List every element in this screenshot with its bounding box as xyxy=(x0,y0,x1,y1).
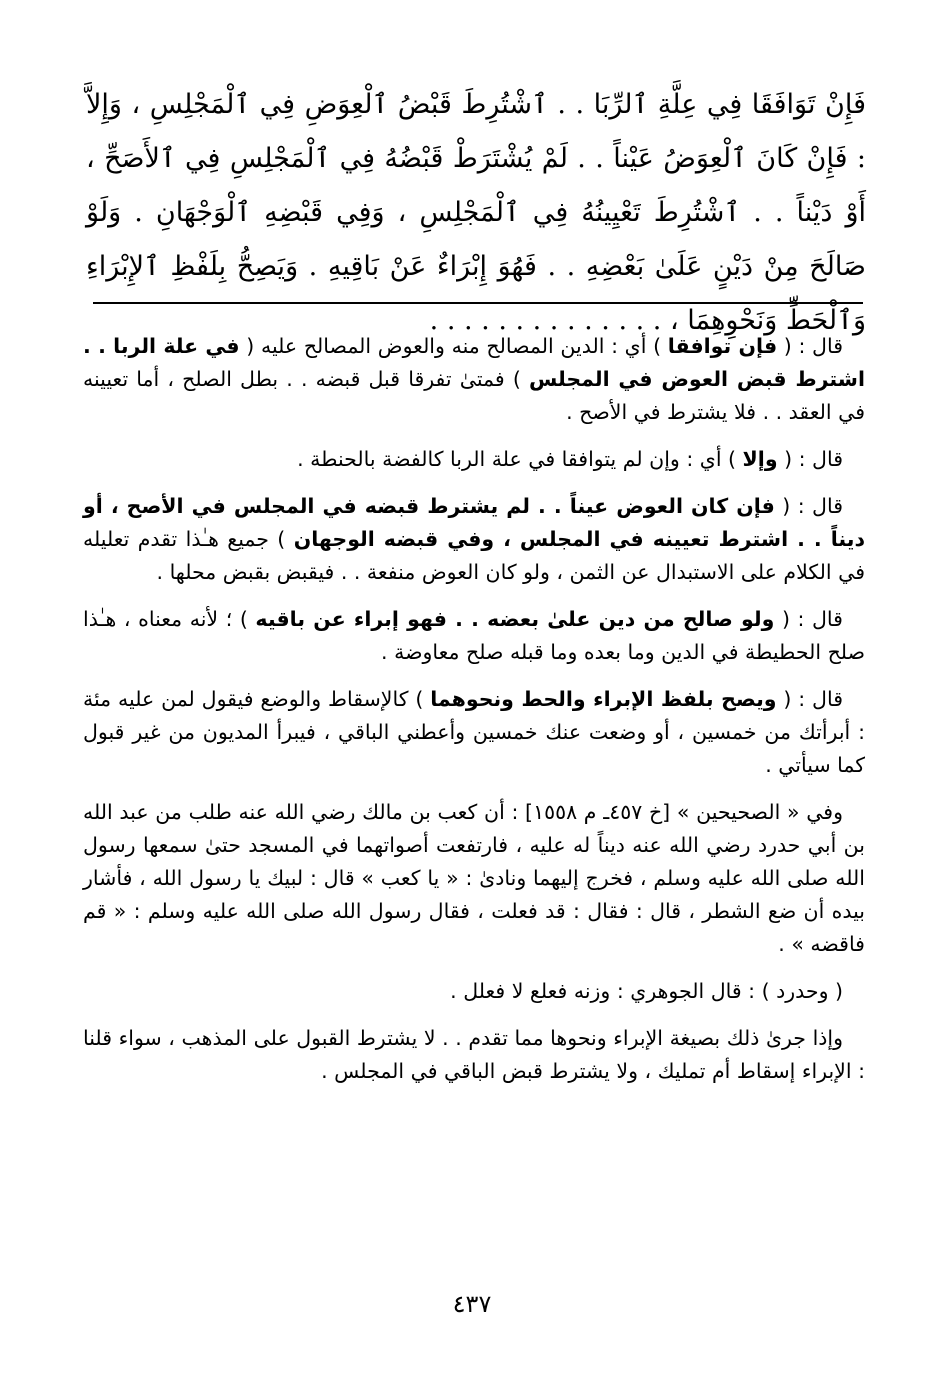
quoted-matn: فإن توافقا xyxy=(667,334,778,358)
page-number: ٤٣٧ xyxy=(452,1290,492,1318)
plain-text: ( وحدرد ) : قال الجوهري : وزنه فعلع لا فعلل . xyxy=(450,979,843,1003)
plain-text: قال : ( xyxy=(777,447,843,471)
commentary-paragraph xyxy=(83,1022,865,1088)
divider-line xyxy=(93,302,863,304)
plain-text: ) أي : وإن لم يتوافقا في علة الربا كالفضة بالحنطة . xyxy=(297,447,743,471)
plain-text: قال : ( xyxy=(774,494,843,518)
hadith-paragraph xyxy=(83,796,865,961)
definition-paragraph xyxy=(83,975,865,1008)
commentary-paragraph xyxy=(83,603,865,669)
plain-text: ) أي : الدين المصالح منه والعوض المصالح عليه ( xyxy=(239,334,668,358)
plain-text: وفي « الصحيحين » [خ ٤٥٧ـ م ١٥٥٨] : أن كعب بن مالك رضي الله عنه طلب من عبد الله بن أبي حدرد رضي الله عنه ديناً له عليه ، فارتفعت أصواتهما في المسجد حتىٰ سمعها رسول الله صلى الله عليه وسلم ، فخرج إليهما ونادىٰ : « يا كعب » قال : لبيك يا رسول الله ، فأشار بيده أن ضع الشطر ، قال : فقال : قد فعلت ، فقال رسول الله صلى الله عليه وسلم : « قم فاقضه » . xyxy=(83,800,865,956)
plain-text: ) كالإسقاط والوضع فيقول لمن عليه مئة : أبرأتك من خمسين ، أو وضعت عنك خمسين وأعطني الباقي ، فيبرأ المديون من غير قبول كما سيأتي . xyxy=(83,687,865,777)
matn-text: فَإِنْ تَوَافَقَا فِي عِلَّةِ ٱلرِّبَا . . ٱشْتُرِطَ قَبْضُ ٱلْعِوَضِ فِي ٱلْمَجْلِسِ ، وَإِلاَّ : فَإِنْ كَانَ ٱلْعِوَضُ عَيْناً . . لَمْ يُشْتَرَطْ قَبْضُهُ فِي ٱلْمَجْلِسِ فِي ٱلأَصَحِّ ، أَوْ دَيْناً . . ٱشْتُرِطَ تَعْيِينُهُ فِي ٱلْمَجْلِسِ ، وَفِي قَبْضِهِ ٱلْوَجْهَانِ . وَلَوْ صَالَحَ مِنْ دَيْنٍ عَلَىٰ بَعْضِهِ . . فَهُوَ إِبْرَاءٌ عَنْ بَاقِيهِ . وَيَصِحُّ بِلَفْظِ ٱلإِبْرَاءِ وَٱلْحَطِّ وَنَحْوِهِمَا ، . . . . . . . . . . . . . . xyxy=(86,89,866,336)
plain-text: قال : ( xyxy=(774,607,843,631)
plain-text: قال : ( xyxy=(777,334,843,358)
plain-text: ) جميع هـٰذا تقدم تعليله في الكلام على الاستبدال عن الثمن ، ولو كان العوض منفعة . . فيقبض بقبض محلها . xyxy=(83,527,865,584)
commentary-paragraph xyxy=(83,490,865,589)
commentary-paragraph xyxy=(83,330,865,429)
commentary-paragraph xyxy=(83,683,865,782)
quoted-matn: فإن كان العوض عيناً . . لم يشترط قبضه في المجلس في الأصح ، أو ديناً . . اشترط تعيينه في المجلس ، وفي قبضه الوجهان xyxy=(83,494,865,551)
quoted-matn: في علة الربا . . اشترط قبض العوض في المجلس xyxy=(83,334,865,391)
commentary xyxy=(83,330,865,1102)
quoted-matn: ويصح بلفظ الإبراء والحط ونحوهما xyxy=(430,687,777,711)
quoted-matn: وإلا xyxy=(742,447,778,471)
quoted-matn: ولو صالح من دين علىٰ بعضه . . فهو إبراء عن باقيه xyxy=(255,607,775,631)
plain-text: ) ؛ لأنه معناه ، هـٰذا صلح الحطيطة في الدين وما بعده وما قبله صلح معاوضة . xyxy=(83,607,865,664)
plain-text: وإذا جرىٰ ذلك بصيغة الإبراء ونحوها مما تقدم . . لا يشترط القبول على المذهب ، سواء قلنا : الإبراء إسقاط أم تمليك ، ولا يشترط قبض الباقي في المجلس . xyxy=(83,1026,865,1083)
commentary-paragraph xyxy=(83,443,865,476)
plain-text: ) فمتىٰ تفرقا قبل قبضه . . بطل الصلح ، أما تعيينه في العقد . . فلا يشترط في الأصح . xyxy=(83,367,865,424)
plain-text: قال : ( xyxy=(776,687,843,711)
